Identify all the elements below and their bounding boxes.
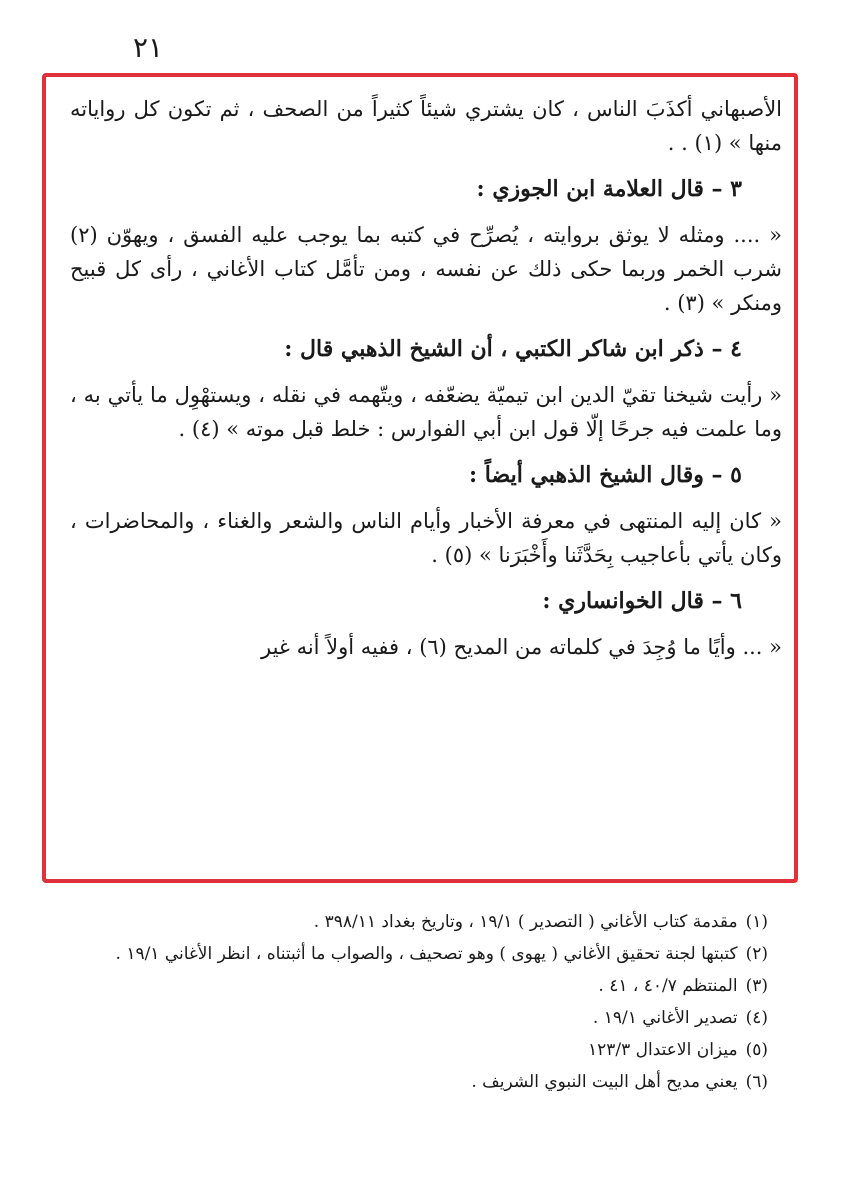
heading-3: ٣ – قال العلامة ابن الجوزي :: [476, 176, 742, 202]
footnotes: [92, 908, 768, 1100]
footnote-number: (٦): [745, 1072, 768, 1092]
footnote-number: (٤): [745, 1008, 768, 1028]
paragraph-5: « كان إليه المنتهى في معرفة الأخبار وأيام الناس والشعر والغناء ، والمحاضرات ، وكان يأتي بأعاجيب بِحَدَّثَنا وأَخْبَرَنا » (٥) .: [70, 509, 782, 567]
heading-5: ٥ – وقال الشيخ الذهبي أيضاً :: [469, 462, 742, 488]
footnote-number: (٥): [745, 1040, 768, 1060]
footnote-text: ميزان الاعتدال ١٢٣/٣: [587, 1040, 738, 1060]
footnote-text: كتبتها لجنة تحقيق الأغاني ( يهوى ) وهو تصحيف ، والصواب ما أثبتناه ، انظر الأغاني ١٩/١ .: [115, 944, 738, 964]
footnote-text: تصدير الأغاني ١٩/١ .: [592, 1008, 738, 1028]
footnote-text: المنتظم ٤٠/٧ ، ٤١ .: [598, 976, 738, 996]
heading-6: ٦ – قال الخوانساري :: [542, 588, 742, 614]
page-number: ٢١: [132, 31, 164, 64]
footnote-text: يعني مديح أهل البيت النبوي الشريف .: [471, 1072, 738, 1092]
footnote-4: [92, 1004, 768, 1032]
footnote-text: مقدمة كتاب الأغاني ( التصدير ) ١٩/١ ، وتاريخ بغداد ٣٩٨/١١ .: [313, 912, 738, 932]
main-text: [70, 92, 782, 672]
heading-4: ٤ – ذكر ابن شاكر الكتبي ، أن الشيخ الذهبي قال :: [284, 336, 742, 362]
footnote-6: [92, 1068, 768, 1096]
footnote-1: [92, 908, 768, 936]
footnote-number: (٢): [745, 944, 768, 964]
paragraph-6: « ... وأيًا ما وُجِدَ في كلماته من المديح (٦) ، ففيه أولاً أنه غير: [260, 635, 782, 659]
paragraph-3: « .... ومثله لا يوثق بروايته ، يُصرِّح في كتبه بما يوجب عليه الفسق ، ويهوّن (٢) شرب الخمر وربما حكى ذلك عن نفسه ، ومن تأمَّل كتاب الأغاني ، رأى كل قبيح ومنكر » (٣) .: [70, 223, 782, 315]
footnote-3: [92, 972, 768, 1000]
footnote-number: (١): [745, 912, 768, 932]
footnote-5: [92, 1036, 768, 1064]
paragraph-1: الأصبهاني أكذَبَ الناس ، كان يشتري شيئاً كثيراً من الصحف ، ثم تكون كل رواياته منها » (١) . .: [70, 97, 782, 155]
paragraph-4: « رأيت شيخنا تقيّ الدين ابن تيميّة يضعّفه ، ويتّهمه في نقله ، ويستهْوِل ما يأتي به ، وما علمت فيه جرحًا إلّا قول ابن أبي الفوارس : خلط قبل موته » (٤) .: [70, 383, 782, 441]
footnote-number: (٣): [745, 976, 768, 996]
footnote-2: [92, 940, 768, 968]
